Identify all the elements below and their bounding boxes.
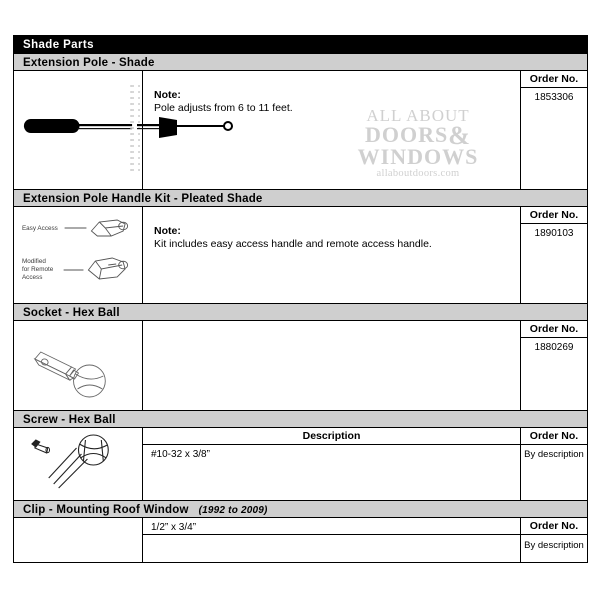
label-modified-line3: Access (21, 273, 43, 282)
section-body-socket-hex-ball (14, 321, 587, 410)
description-header: Description (143, 428, 520, 445)
parts-table (13, 35, 588, 563)
description-blank (143, 535, 520, 562)
socket-hex-ball-illustration (14, 321, 142, 410)
note-text: Pole adjusts from 6 to 11 feet. (154, 102, 293, 114)
document-title-bar: Shade Parts (14, 36, 587, 53)
section-body-handle-kit (14, 207, 587, 303)
section-heading-extension-pole-handle-kit: Extension Pole Handle Kit - Pleated Shade (14, 189, 587, 207)
section-heading-screw-hex-ball: Screw - Hex Ball (14, 410, 587, 428)
note-label: Note: (154, 225, 181, 237)
order-no-header: Order No. (521, 321, 587, 338)
extension-pole-illustration-right (129, 71, 259, 189)
order-column-screw-hex-ball (521, 428, 587, 500)
watermark-line-2: DOORS& (365, 121, 471, 150)
description-column-clip (143, 518, 521, 562)
order-column-clip (521, 518, 587, 562)
section-heading-socket-hex-ball: Socket - Hex Ball (14, 303, 587, 321)
screw-hex-ball-illustration (14, 428, 142, 500)
section-body-clip (14, 518, 587, 562)
order-column-extension-pole (521, 71, 587, 189)
order-column-handle-kit (521, 207, 587, 303)
order-no-value: 1890103 (534, 228, 574, 239)
order-no-value: By description (524, 540, 584, 551)
label-easy-access: Easy Access (21, 224, 58, 233)
label-modified-line1: Modified (21, 257, 46, 266)
order-no-header: Order No. (521, 428, 587, 445)
order-column-socket-hex-ball (521, 321, 587, 410)
handle-kit-illustration (14, 207, 142, 303)
order-no-value: 1880269 (534, 342, 574, 353)
order-no-value: 1853306 (534, 92, 574, 103)
part-image-screw-hex-ball (14, 428, 143, 500)
section-heading-extension-pole-shade: Extension Pole - Shade (14, 53, 587, 71)
section-heading-clip-mounting-roof-window (14, 500, 587, 518)
note-label: Note: (154, 89, 181, 101)
note-block-handle-kit (143, 207, 520, 251)
label-modified-line2: for Remote (21, 265, 54, 274)
section-body-extension-pole-shade (14, 71, 587, 189)
order-no-header: Order No. (521, 71, 587, 88)
extension-pole-illustration (14, 71, 142, 189)
section-heading-text: Clip - Mounting Roof Window (23, 504, 189, 516)
watermark-line-3: WINDOWS (357, 144, 479, 169)
section-note-handle-kit (143, 207, 521, 303)
part-image-handle-kit (14, 207, 143, 303)
order-no-value: By description (524, 449, 584, 460)
description-column-screw (143, 428, 521, 500)
order-no-header: Order No. (521, 207, 587, 224)
section-body-blank-socket (143, 321, 521, 410)
watermark-ampersand: & (448, 121, 471, 150)
note-text: Kit includes easy access handle and remote access handle. (154, 238, 432, 250)
watermark-line-4: allaboutdoors.com (376, 168, 460, 179)
section-body-screw-hex-ball (14, 428, 587, 500)
section-note-extension-pole (143, 71, 521, 189)
part-image-socket-hex-ball (14, 321, 143, 410)
order-no-header: Order No. (521, 518, 587, 535)
watermark (322, 107, 514, 180)
part-image-clip (14, 518, 143, 562)
part-image-extension-pole (14, 71, 143, 189)
description-value: #10-32 x 3/8” (151, 449, 210, 460)
description-value: 1/2” x 3/4” (143, 518, 520, 535)
section-heading-subtext: (1992 to 2009) (198, 505, 268, 516)
watermark-line-1: ALL ABOUT (366, 106, 470, 125)
